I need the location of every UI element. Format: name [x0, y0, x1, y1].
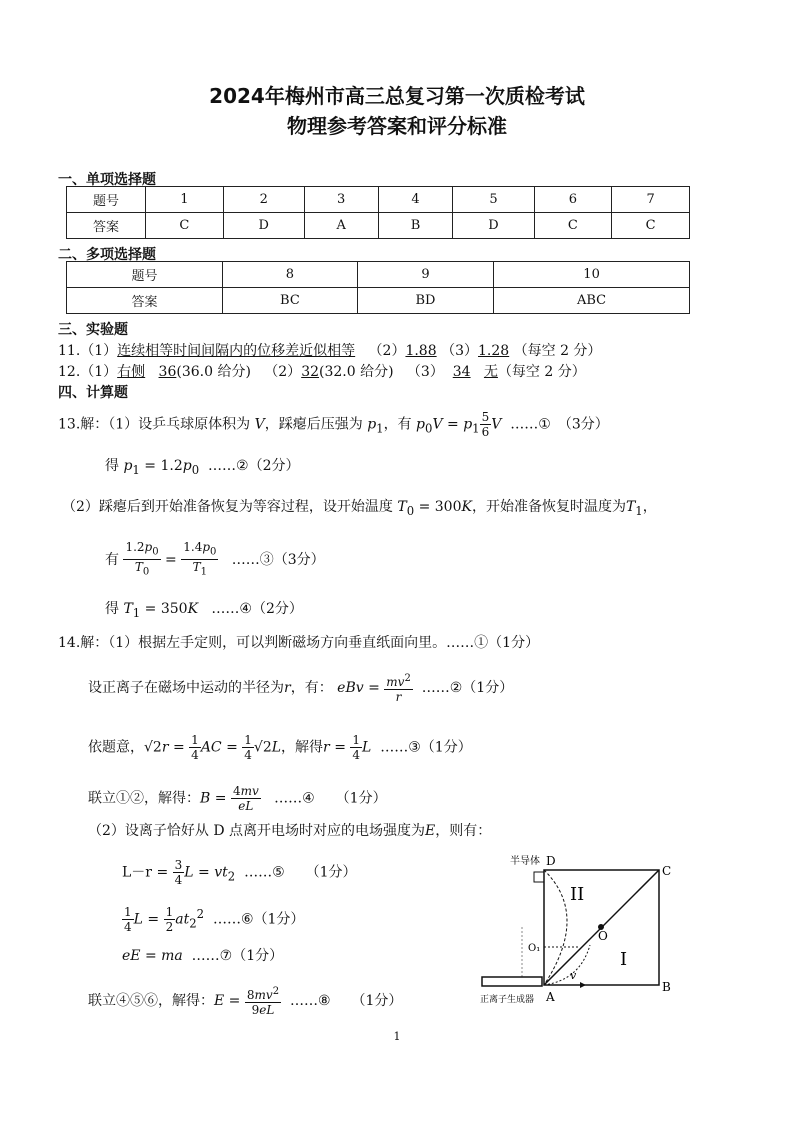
label-v: v — [570, 969, 577, 982]
cell: D — [453, 213, 534, 239]
single-choice-table — [66, 186, 690, 239]
label-region-1: I — [620, 949, 628, 970]
q13-line4: 有 $\frac{1.2p_0}{T_0}$ = $\frac{1.4p_0}{T_1}$ ……③（3分） — [105, 540, 325, 578]
cell: 9 — [357, 262, 493, 288]
cell: D — [223, 213, 304, 239]
q13-line3: （2）踩瘪后到开始准备恢复为等容过程，设开始温度 $T_0 = 300K$，开始准备恢复时温度为$T_1$， — [62, 499, 657, 518]
velocity-arrowhead — [580, 982, 586, 988]
q13-line2: 得 $p_1 = 1.2p_0$ ……②（2分） — [105, 458, 300, 477]
cell: 2 — [223, 187, 304, 213]
page-number: 1 — [393, 1030, 401, 1043]
label-a: A — [546, 990, 555, 1004]
section3-heading: 三、实验题 — [58, 322, 128, 338]
table-row — [67, 262, 690, 288]
q14-line7: $\frac{1}{4}$ L = $\frac{1}{2}$ $at_2^2$ ……⑥（1分） — [124, 905, 305, 934]
label-generator: 正离子生成器 — [480, 995, 535, 1005]
q14-line3: 依题意，√2r = $\frac{1}{4}$ AC = $\frac{1}{4}$ √2L，解得r = $\frac{1}{4}$ L ……③（1分） — [88, 733, 472, 762]
multi-choice-table — [66, 261, 690, 314]
label-semiconductor: 半导体 — [510, 856, 540, 867]
cell: C — [612, 213, 690, 239]
table-row — [67, 187, 690, 213]
q14-line9: 联立④⑤⑥，解得：E = $\frac{8mv^2}{9eL}$ ……⑧ （1分） — [88, 986, 403, 1017]
cell: BC — [223, 288, 358, 314]
field-trajectory — [544, 870, 567, 985]
cell: B — [378, 213, 453, 239]
q14-line4: 联立①②，解得：B = $\frac{4mv}{eL}$ ……④ （1分） — [88, 784, 387, 813]
section2-heading: 二、多项选择题 — [58, 247, 156, 263]
cell: A — [304, 213, 378, 239]
q14-line8: eE = ma ……⑦（1分） — [122, 948, 284, 964]
cell: 3 — [304, 187, 378, 213]
cell: C — [146, 213, 224, 239]
label-d: D — [546, 854, 556, 868]
cell: 5 — [453, 187, 534, 213]
row-label: 题号 — [67, 187, 146, 213]
q12-line: 12.（1）右侧 36(36.0 给分) （2）32(32.0 给分) （3） 34 无（每空 2 分） — [58, 364, 586, 380]
semiconductor-block — [534, 872, 544, 882]
q14-line2: 设正离子在磁场中运动的半径为r，有： eBv = $\frac{mv^2}{r}$ ……②（1分） — [88, 673, 514, 704]
section4-heading: 四、计算题 — [58, 385, 128, 401]
label-b: B — [662, 980, 671, 994]
section1-heading: 一、单项选择题 — [58, 172, 156, 188]
cell: 10 — [494, 262, 690, 288]
cell: ABC — [494, 288, 690, 314]
q13-line5: 得 $T_1 = 350K$ ……④（2分） — [105, 601, 303, 620]
q14-line6: L－r = $\frac{3}{4}$ $L = vt_2$ ……⑤ （1分） — [122, 858, 357, 887]
cell: BD — [357, 288, 493, 314]
q14-line1: 14.解：（1）根据左手定则，可以判断磁场方向垂直纸面向里。……①（1分） — [58, 635, 540, 651]
q13-line1: 13.解：（1）设乒乓球原体积为 V，踩瘪后压强为 $p_1$，有 $p_0V = p_1$ $\frac{5}{6}$ V ……① （3分） — [58, 410, 609, 439]
table-row — [67, 288, 690, 314]
cell: 7 — [612, 187, 690, 213]
row-label: 题号 — [67, 262, 223, 288]
row-label: 答案 — [67, 288, 223, 314]
label-region-2: II — [570, 884, 585, 905]
table-row — [67, 213, 690, 239]
label-o: O — [598, 929, 608, 943]
label-o1: O₁ — [528, 943, 541, 954]
label-c: C — [662, 864, 672, 878]
ion-generator — [482, 977, 542, 986]
q14-line5: （2）设离子恰好从 D 点离开电场时对应的电场强度为E，则有： — [88, 823, 492, 839]
row-label: 答案 — [67, 213, 146, 239]
page-title: 2024年梅州市高三总复习第一次质检考试 — [209, 84, 585, 108]
cell: 4 — [378, 187, 453, 213]
cell: C — [534, 213, 612, 239]
page-subtitle: 物理参考答案和评分标准 — [287, 114, 507, 138]
field-diagram — [470, 845, 690, 1010]
cell: 6 — [534, 187, 612, 213]
cell: 1 — [146, 187, 224, 213]
q11-line: 11.（1）连续相等时间间隔内的位移差近似相等 （2）1.88 （3）1.28 （每空 2 分） — [58, 343, 602, 359]
cell: 8 — [223, 262, 358, 288]
